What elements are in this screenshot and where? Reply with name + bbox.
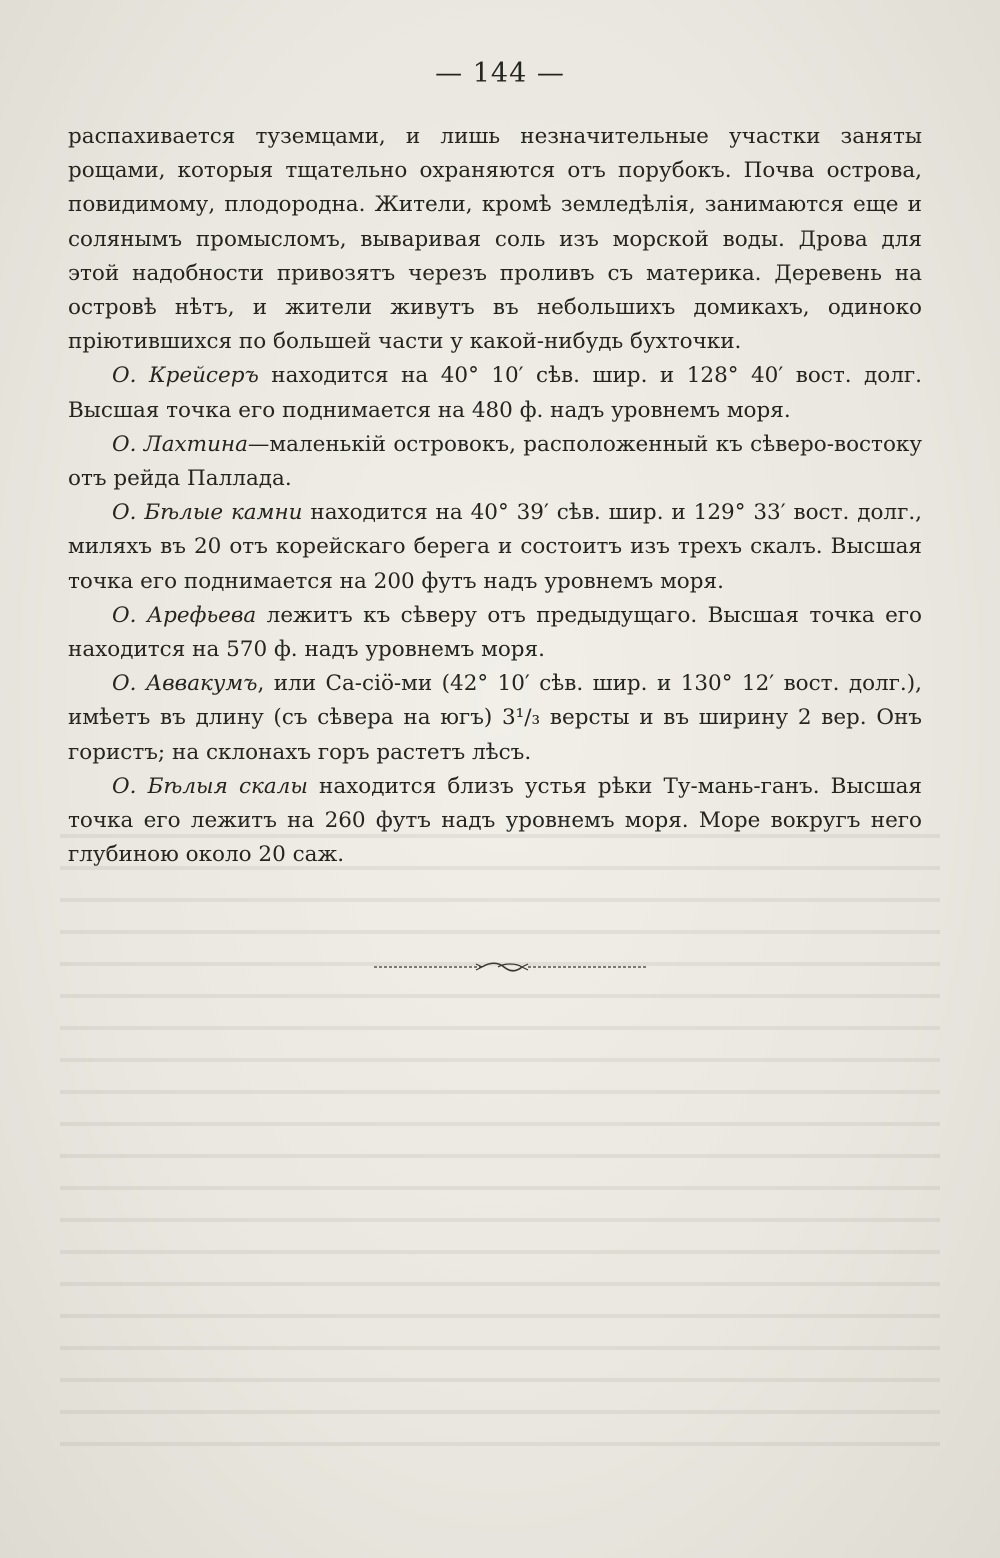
island-name: О. Аввакумъ — [112, 671, 258, 697]
paragraph-belye-kamni — [68, 496, 922, 599]
paragraph-belyia-skaly — [68, 770, 922, 873]
paragraph-kreiser — [68, 359, 922, 427]
paragraph-text: распахивается туземцами, и лишь незначительные участки заняты рощами, которыя тщательно охраняются отъ порубокъ. Почва острова, повидимому, плодородна. Жители, кромѣ земледѣлія, занимаются еще и солянымъ промысломъ, вываривая соль изъ морской воды. Дрова для этой надобности привозятъ черезъ проливъ съ материка. Деревень на островѣ нѣтъ, и жители живутъ въ небольшихъ домикахъ, одиноко пріютившихся по большей части у какой-нибудь бухточки. — [68, 124, 922, 355]
body-text — [68, 120, 922, 872]
show-through-text — [60, 820, 940, 1460]
paragraph-text: лежитъ къ сѣверу отъ предыдущаго. Высшая точка его находится на 570 ф. надъ уровнемъ моря. — [68, 602, 923, 663]
section-end-ornament-icon — [370, 960, 650, 974]
paragraph-text: —маленькій островокъ, расположенный къ сѣверо-востоку отъ рейда Паллада. — [68, 431, 922, 492]
paragraph-avvakum — [68, 667, 922, 770]
paragraph-text: находится на 40° 10′ сѣв. шир. и 128° 40′ вост. долг. Высшая точка его поднимается на 480 ф. надъ уровнемъ моря. — [68, 363, 922, 423]
island-name: О. Бѣлыя скалы — [112, 773, 308, 799]
island-name: О. Арефьева — [112, 602, 257, 628]
island-name: О. Крейсеръ — [112, 363, 259, 389]
paragraph-text: , или Са-сіö-ми (42° 10′ сѣв. шир. и 130° 12′ вост. долг.), имѣетъ въ длину (съ сѣвера на югъ) — [68, 671, 922, 731]
fraction-value: 3¹/₃ — [501, 705, 541, 731]
paragraph-arefieva — [68, 599, 922, 667]
island-name: О. Бѣлые камни — [112, 500, 303, 526]
paragraph — [68, 120, 922, 359]
paragraph-text: находится близъ устья рѣки Ту-мань-ганъ. Высшая точка его лежитъ на 260 футъ надъ уровнемъ моря. Море вокругъ него глубиною около 20 саж. — [68, 773, 922, 868]
island-name: О. Лахтина — [112, 431, 248, 457]
paragraph-lakhtina — [68, 428, 922, 496]
paragraph-text: находится на 40° 39′ сѣв. шир. и 129° 33′ вост. долг., миляхъ въ 20 отъ корейскаго берега и состоитъ изъ трехъ скалъ. Высшая точка его поднимается на 200 футъ надъ уровнемъ моря. — [68, 500, 922, 594]
paragraph-text: версты и въ ширину 2 вер. Онъ гористъ; на склонахъ горъ растетъ лѣсъ. — [68, 705, 922, 765]
page-number: — 144 — — [435, 58, 565, 89]
